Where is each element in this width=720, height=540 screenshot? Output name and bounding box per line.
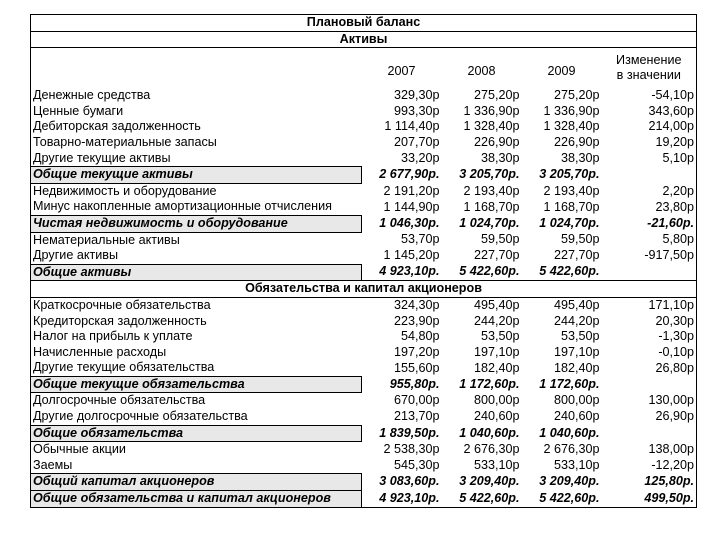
assets-header: Активы	[31, 31, 697, 48]
value-2007: 324,30р	[393, 297, 440, 312]
value-2007: 207,70р	[393, 134, 440, 149]
row-label: Общие текущие обязательства	[31, 376, 362, 393]
value-2008: 3 205,70р.	[459, 167, 520, 182]
value-2009: 244,20р	[553, 313, 600, 328]
value-2009: 1 172,60р.	[539, 376, 600, 391]
value-2008: 197,10р	[473, 344, 520, 359]
row-label: Нематериальные активы	[31, 232, 362, 248]
row-label: Другие долгосрочные обязательства	[31, 409, 362, 425]
value-change	[602, 425, 697, 442]
row-label: Начисленные расходы	[31, 345, 362, 361]
table-row	[31, 119, 697, 135]
value-2009: 59,50р	[560, 232, 600, 247]
value-2007: 993,30р	[393, 103, 440, 118]
row-label: Чистая недвижимость и оборудование	[31, 215, 362, 232]
table-row	[31, 199, 697, 215]
value-2009: 197,10р	[553, 344, 600, 359]
row-label: Долгосрочные обязательства	[31, 393, 362, 409]
value-2008: 5 422,60р.	[442, 491, 522, 508]
row-label: Краткосрочные обязательства	[31, 297, 362, 313]
change-header-line2: в значении	[616, 68, 681, 83]
value-2009: 2 676,30р	[543, 442, 600, 456]
table-row	[31, 248, 697, 264]
row-label: Ценные бумаги	[31, 104, 362, 120]
value-2009: 1 024,70р.	[539, 215, 600, 230]
value-2008: 226,90р	[473, 134, 520, 149]
header-blank	[31, 48, 362, 89]
row-label: Товарно-материальные запасы	[31, 135, 362, 151]
value-2007: 545,30р	[393, 458, 440, 473]
value-2007: 1 145,20р	[383, 248, 440, 263]
value-change: 343,60р	[602, 104, 697, 120]
value-2009: 1 040,60р.	[539, 425, 600, 440]
value-2009: 3 209,40р.	[539, 474, 600, 489]
value-2008: 1 040,60р.	[459, 425, 520, 440]
value-2007: 329,30р	[393, 88, 440, 103]
table-row	[31, 491, 697, 508]
value-2007: 2 538,30р	[383, 442, 440, 456]
row-label: Кредиторская задолженность	[31, 314, 362, 330]
table-row	[31, 345, 697, 361]
table-row	[31, 215, 697, 232]
table-row	[31, 376, 697, 393]
value-2009: 2 193,40р	[543, 183, 600, 198]
title-row	[31, 15, 697, 32]
row-label: Другие текущие активы	[31, 151, 362, 167]
value-2008: 2 676,30р	[463, 442, 520, 456]
row-label: Заемы	[31, 458, 362, 474]
table-row	[31, 474, 697, 491]
value-change: 20,30р	[602, 314, 697, 330]
table-row	[31, 183, 697, 199]
value-change: -0,10р	[602, 345, 697, 361]
liabilities-header: Обязательства и капитал акционеров	[31, 281, 697, 298]
value-2008: 800,00р	[473, 393, 520, 408]
value-2008: 1 328,40р	[463, 119, 520, 134]
row-label: Общие обязательства	[31, 425, 362, 442]
table-row	[31, 425, 697, 442]
row-label: Налог на прибыль к уплате	[31, 329, 362, 345]
value-2007: 4 923,10р.	[379, 264, 440, 279]
value-2008: 275,20р	[473, 88, 520, 103]
row-label: Общие обязательства и капитал акционеров	[31, 491, 362, 508]
value-2007: 1 144,90р	[383, 199, 440, 214]
row-label: Другие активы	[31, 248, 362, 264]
value-2008: 1 168,70р	[463, 199, 520, 214]
column-header-row	[31, 48, 697, 89]
value-change: 26,80р	[602, 360, 697, 376]
col-header-2007: 2007	[387, 63, 416, 78]
col-header-2008: 2008	[467, 63, 496, 78]
table-row	[31, 360, 697, 376]
value-2008: 533,10р	[473, 458, 520, 473]
value-change: 23,80р	[602, 199, 697, 215]
row-label: Другие текущие обязательства	[31, 360, 362, 376]
value-2008: 5 422,60р.	[459, 264, 520, 279]
value-2007: 4 923,10р.	[362, 491, 442, 508]
balance-table	[30, 14, 697, 508]
row-label: Денежные средства	[31, 88, 362, 104]
value-2007: 53,70р	[400, 232, 440, 247]
col-header-change	[602, 48, 697, 89]
value-change: 19,20р	[602, 135, 697, 151]
table-row	[31, 314, 697, 330]
value-2009: 275,20р	[553, 88, 600, 103]
change-header-line1: Изменение	[616, 53, 682, 68]
value-2007: 1 114,40р	[384, 119, 440, 134]
value-change	[602, 167, 697, 184]
value-2007: 223,90р	[393, 313, 440, 328]
value-2009: 53,50р	[560, 329, 600, 344]
value-2009: 1 336,90р	[543, 103, 600, 118]
value-change: 171,10р	[602, 297, 697, 313]
row-label: Минус накопленные амортизационные отчисления	[31, 199, 362, 215]
value-2008: 59,50р	[480, 232, 520, 247]
value-2009: 1 168,70р	[543, 199, 600, 214]
table-row	[31, 409, 697, 425]
value-2007: 2 677,90р.	[379, 167, 440, 182]
row-label: Общий капитал акционеров	[31, 474, 362, 491]
assets-header-row	[31, 31, 697, 48]
value-change: 130,00р	[602, 393, 697, 409]
table-row	[31, 442, 697, 458]
value-2009: 1 328,40р	[543, 119, 600, 134]
value-change: -54,10р	[602, 88, 697, 104]
col-header-2009: 2009	[547, 63, 576, 78]
value-2009: 226,90р	[553, 134, 600, 149]
value-2007: 1 839,50р.	[379, 425, 440, 440]
value-change: 499,50р.	[602, 491, 697, 508]
value-2007: 1 046,30р.	[379, 215, 440, 230]
row-label: Недвижимость и оборудование	[31, 183, 362, 199]
value-2009: 5 422,60р.	[539, 264, 600, 279]
table-row	[31, 151, 697, 167]
value-2008: 3 209,40р.	[459, 474, 520, 489]
row-label: Дебиторская задолженность	[31, 119, 362, 135]
table-row	[31, 104, 697, 120]
table-row	[31, 167, 697, 184]
value-change: -21,60р.	[602, 215, 697, 232]
table-row	[31, 264, 697, 281]
table-row	[31, 297, 697, 313]
row-label: Общие активы	[31, 264, 362, 281]
value-2008: 182,40р	[473, 360, 520, 375]
table-row	[31, 458, 697, 474]
balance-sheet	[30, 14, 696, 508]
value-2008: 1 336,90р	[463, 103, 520, 118]
table-row	[31, 232, 697, 248]
value-change: 2,20р	[602, 183, 697, 199]
value-2008: 53,50р	[480, 329, 520, 344]
value-change: 5,10р	[602, 151, 697, 167]
value-2008: 244,20р	[473, 313, 520, 328]
value-change	[602, 376, 697, 393]
value-2009: 5 422,60р.	[522, 491, 602, 508]
value-2009: 240,60р	[553, 409, 600, 424]
value-change: -1,30р	[602, 329, 697, 345]
value-2007: 955,80р.	[389, 376, 440, 391]
value-2007: 670,00р	[393, 393, 440, 408]
value-2009: 533,10р	[553, 458, 600, 473]
value-2008: 1 172,60р.	[459, 376, 520, 391]
value-change: -12,20р	[602, 458, 697, 474]
value-change: 5,80р	[602, 232, 697, 248]
table-row	[31, 135, 697, 151]
value-change: 214,00р	[602, 119, 697, 135]
value-2007: 33,20р	[400, 150, 440, 165]
value-2009: 495,40р	[553, 297, 600, 312]
value-change: -917,50р	[602, 248, 697, 264]
value-change	[602, 264, 697, 281]
liabilities-header-row	[31, 281, 697, 298]
value-2007: 197,20р	[393, 344, 440, 359]
table-row	[31, 329, 697, 345]
value-change: 138,00р	[602, 442, 697, 458]
table-row	[31, 88, 697, 104]
value-2008: 2 193,40р	[463, 183, 520, 198]
value-2009: 227,70р	[553, 248, 600, 263]
value-change: 125,80р.	[602, 474, 697, 491]
row-label: Общие текущие активы	[31, 167, 362, 184]
value-2009: 800,00р	[553, 393, 600, 408]
value-2007: 213,70р	[393, 409, 440, 424]
value-2008: 227,70р	[473, 248, 520, 263]
value-2007: 54,80р	[400, 329, 440, 344]
value-2008: 1 024,70р.	[459, 215, 520, 230]
sheet-title: Плановый баланс	[31, 15, 697, 32]
value-2009: 38,30р	[560, 150, 600, 165]
row-label: Обычные акции	[31, 442, 362, 458]
value-2009: 3 205,70р.	[539, 167, 600, 182]
value-2009: 182,40р	[553, 360, 600, 375]
value-2008: 495,40р	[473, 297, 520, 312]
value-2007: 3 083,60р.	[379, 474, 440, 489]
value-2007: 2 191,20р	[383, 183, 440, 198]
value-2008: 240,60р	[473, 409, 520, 424]
value-2008: 38,30р	[480, 150, 520, 165]
value-change: 26,90р	[602, 409, 697, 425]
value-2007: 155,60р	[393, 360, 440, 375]
table-row	[31, 393, 697, 409]
